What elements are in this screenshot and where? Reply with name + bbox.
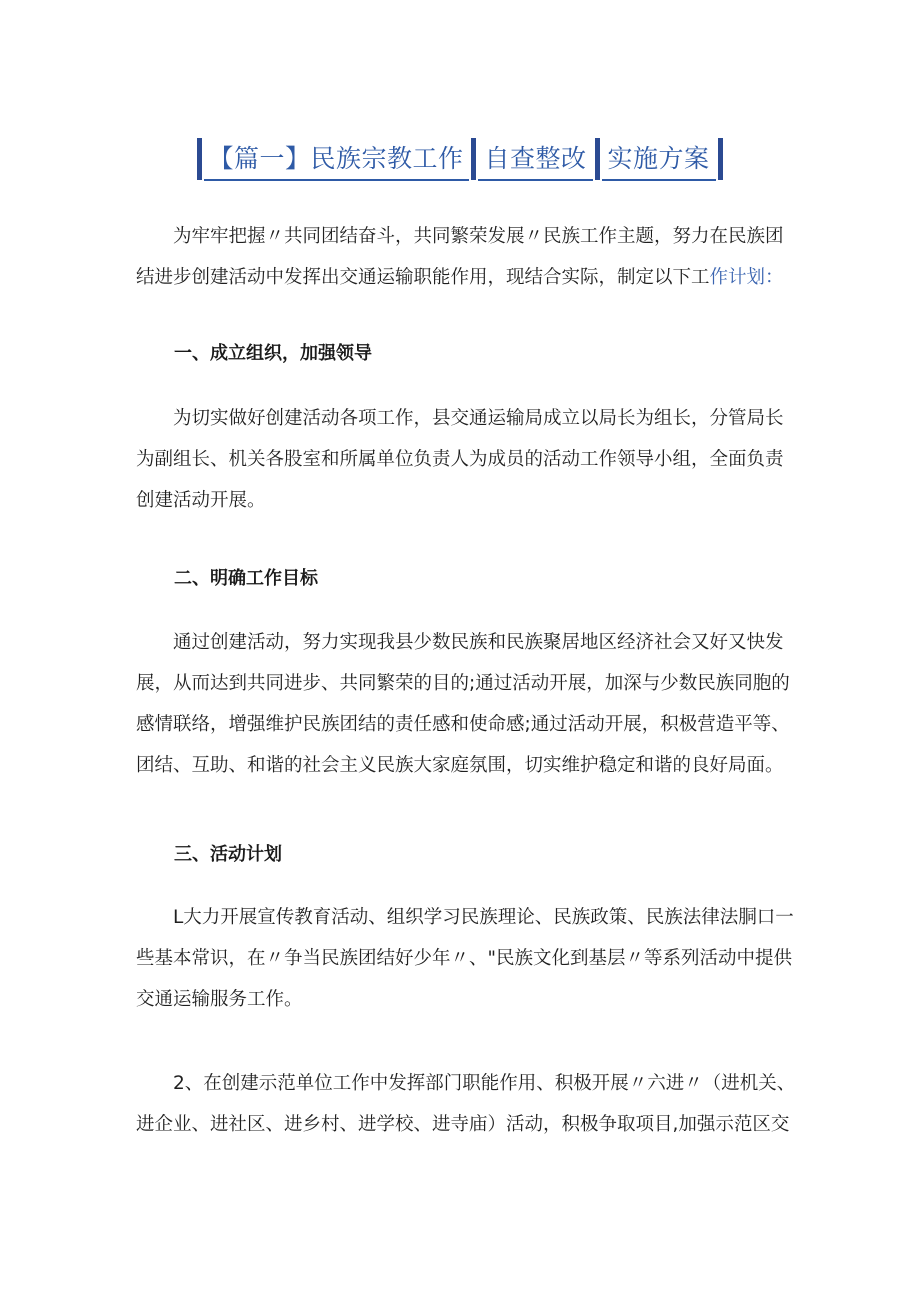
intro-paragraph <box>136 216 796 298</box>
section-3-item-1: L大力开展宣传教育活动、组织学习民族理论、民族政策、民族法律法胴口一些基本常识，在〃争当民族团结好少年〃、"民族文化到基层〃等系列活动中提供交通运输服务工作。 <box>136 907 794 1010</box>
title-bar-decoration <box>471 138 476 180</box>
intro-link-text: 作计划： <box>709 267 784 288</box>
title-bar-decoration <box>197 138 202 180</box>
section-3-item-2: 2、在创建示范单位工作中发挥部门职能作用、积极开展〃六进〃（进机关、进企业、进社区、进乡村、进学校、进寺庙）活动，积极争取项目,加强示范区交 <box>136 1073 796 1135</box>
section-1-body: 为切实做好创建活动各项工作，县交通运输局成立以局长为组长，分管局长为副组长、机关各股室和所属单位负责人为成员的活动工作领导小组，全面负责创建活动开展。 <box>136 408 784 511</box>
section-1-heading: 一、成立组织，加强领导 <box>174 343 372 364</box>
title-bar-decoration <box>718 138 723 180</box>
document-title <box>0 134 920 184</box>
section-3-heading: 三、活动计划 <box>174 844 282 865</box>
title-segment-1: 【篇一】民族宗教工作 <box>204 138 469 181</box>
section-2-body: 通过创建活动，努力实现我县少数民族和民族聚居地区经济社会又好又快发展，从而达到共同进步、共同繁荣的目的;通过活动开展，加深与少数民族同胞的感情联络，增强维护民族团结的责任感和使命感;通过活动开展，积极营造平等、团结、互助、和谐的社会主义民族大家庭氛围，切实维护稳定和谐的良好局面。 <box>136 632 790 776</box>
title-segment-3: 实施方案 <box>602 138 716 181</box>
title-bar-decoration <box>595 138 600 180</box>
intro-text: 为牢牢把握〃共同团结奋斗，共同繁荣发展〃民族工作主题，努力在民族团结进步创建活动中发挥出交通运输职能作用，现结合实际，制定以下工 <box>136 226 784 288</box>
section-2-heading: 二、明确工作目标 <box>174 568 318 589</box>
title-segment-2: 自查整改 <box>478 138 592 181</box>
